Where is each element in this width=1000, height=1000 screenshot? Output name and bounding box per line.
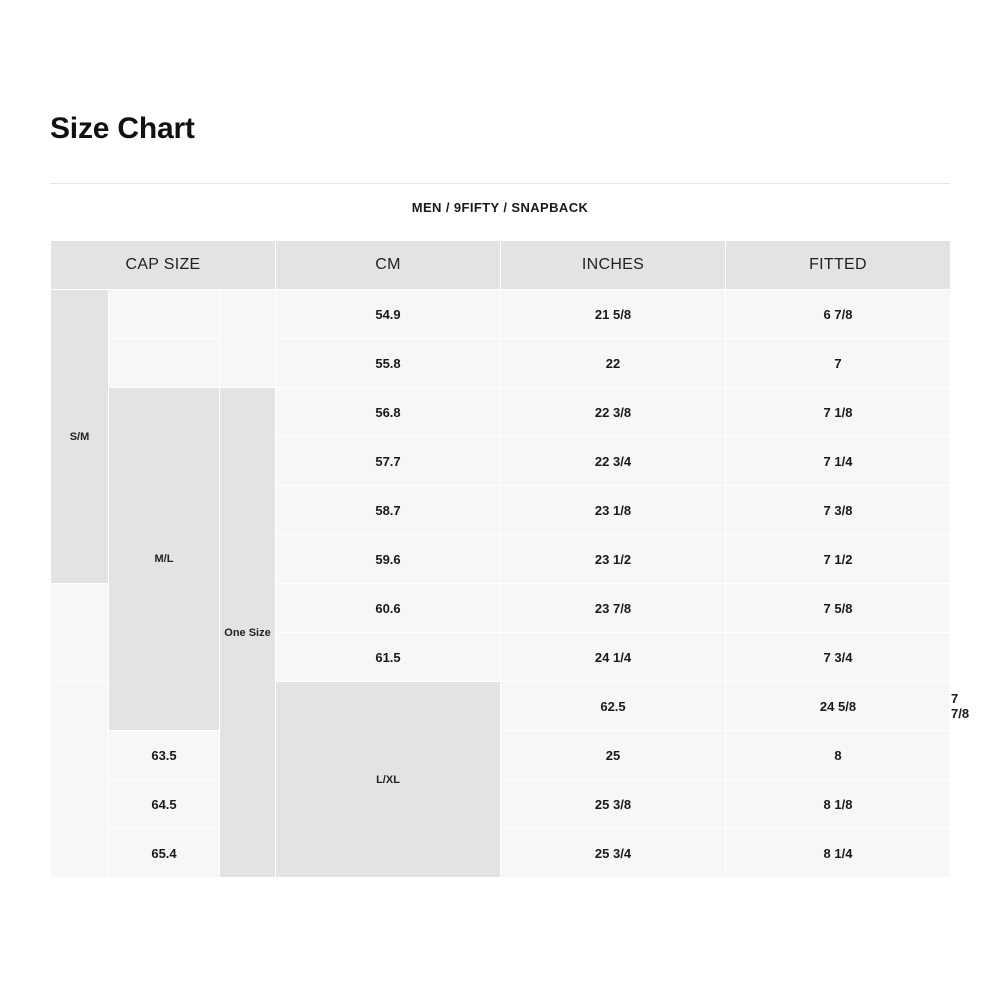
cell-fitted: 8 1/4 <box>726 829 951 878</box>
cell-fitted: 7 5/8 <box>726 584 951 633</box>
cell-inches: 22 3/4 <box>501 437 726 486</box>
cap-sub-blank <box>220 290 276 388</box>
cell-fitted: 7 1/8 <box>726 388 951 437</box>
header-cm: CM <box>276 241 501 290</box>
table-row <box>51 388 951 437</box>
cell-inches: 21 5/8 <box>501 290 726 339</box>
size-table <box>50 240 970 878</box>
cell-cm: 61.5 <box>276 633 501 682</box>
cell-cm: 60.6 <box>276 584 501 633</box>
cap-label-sm: S/M <box>51 290 109 584</box>
title-divider <box>50 183 950 184</box>
table-head <box>51 241 951 290</box>
cap-sub-blank <box>51 584 109 682</box>
header-inches: INCHES <box>501 241 726 290</box>
table-row <box>51 339 951 388</box>
table-body <box>51 290 970 878</box>
header-fitted: FITTED <box>726 241 951 290</box>
cell-fitted: 7 3/4 <box>726 633 951 682</box>
table-row <box>51 290 951 339</box>
cell-cm: 62.5 <box>501 682 726 731</box>
table-row <box>51 829 951 878</box>
cell-inches: 23 7/8 <box>501 584 726 633</box>
cell-cm: 64.5 <box>109 780 220 829</box>
cell-cm: 54.9 <box>276 290 501 339</box>
cell-inches: 24 5/8 <box>726 682 951 731</box>
cell-inches: 22 <box>501 339 726 388</box>
page-title: Size Chart <box>50 112 195 145</box>
cap-sub-blank <box>109 339 220 388</box>
cell-cm: 63.5 <box>109 731 220 780</box>
cap-label-one-size: One Size <box>220 388 276 878</box>
cell-cm: 57.7 <box>276 437 501 486</box>
cell-fitted: 7 1/4 <box>726 437 951 486</box>
cell-inches: 25 <box>501 731 726 780</box>
cell-fitted: 8 <box>726 731 951 780</box>
cell-cm: 59.6 <box>276 535 501 584</box>
table-row: L/XL 62.5 24 5/8 7 7/8 <box>51 682 951 731</box>
cell-cm: 55.8 <box>276 339 501 388</box>
cell-fitted: 7 <box>726 339 951 388</box>
cell-inches: 25 3/4 <box>501 829 726 878</box>
cell-fitted: 7 3/8 <box>726 486 951 535</box>
cell-fitted: 6 7/8 <box>726 290 951 339</box>
cell-inches: 25 3/8 <box>501 780 726 829</box>
cap-sub-blank <box>109 290 220 339</box>
cell-fitted: 7 1/2 <box>726 535 951 584</box>
cell-inches: 23 1/2 <box>501 535 726 584</box>
header-cap-size: CAP SIZE <box>51 241 276 290</box>
chart-subtitle: MEN / 9FIFTY / SNAPBACK <box>411 200 589 215</box>
cap-label-ml: M/L <box>109 388 220 731</box>
table-header-row <box>51 241 951 290</box>
cell-inches: 23 1/8 <box>501 486 726 535</box>
cell-inches: 22 3/8 <box>501 388 726 437</box>
cell-cm: 56.8 <box>276 388 501 437</box>
cell-cm: 65.4 <box>109 829 220 878</box>
cell-cm: 58.7 <box>276 486 501 535</box>
cap-sub-blank <box>51 682 109 878</box>
cell-fitted: 8 1/8 <box>726 780 951 829</box>
table-row <box>51 780 951 829</box>
table-row <box>51 731 951 780</box>
cap-label-lxl: L/XL <box>276 682 501 878</box>
cell-inches: 24 1/4 <box>501 633 726 682</box>
size-table-wrapper <box>50 240 970 878</box>
